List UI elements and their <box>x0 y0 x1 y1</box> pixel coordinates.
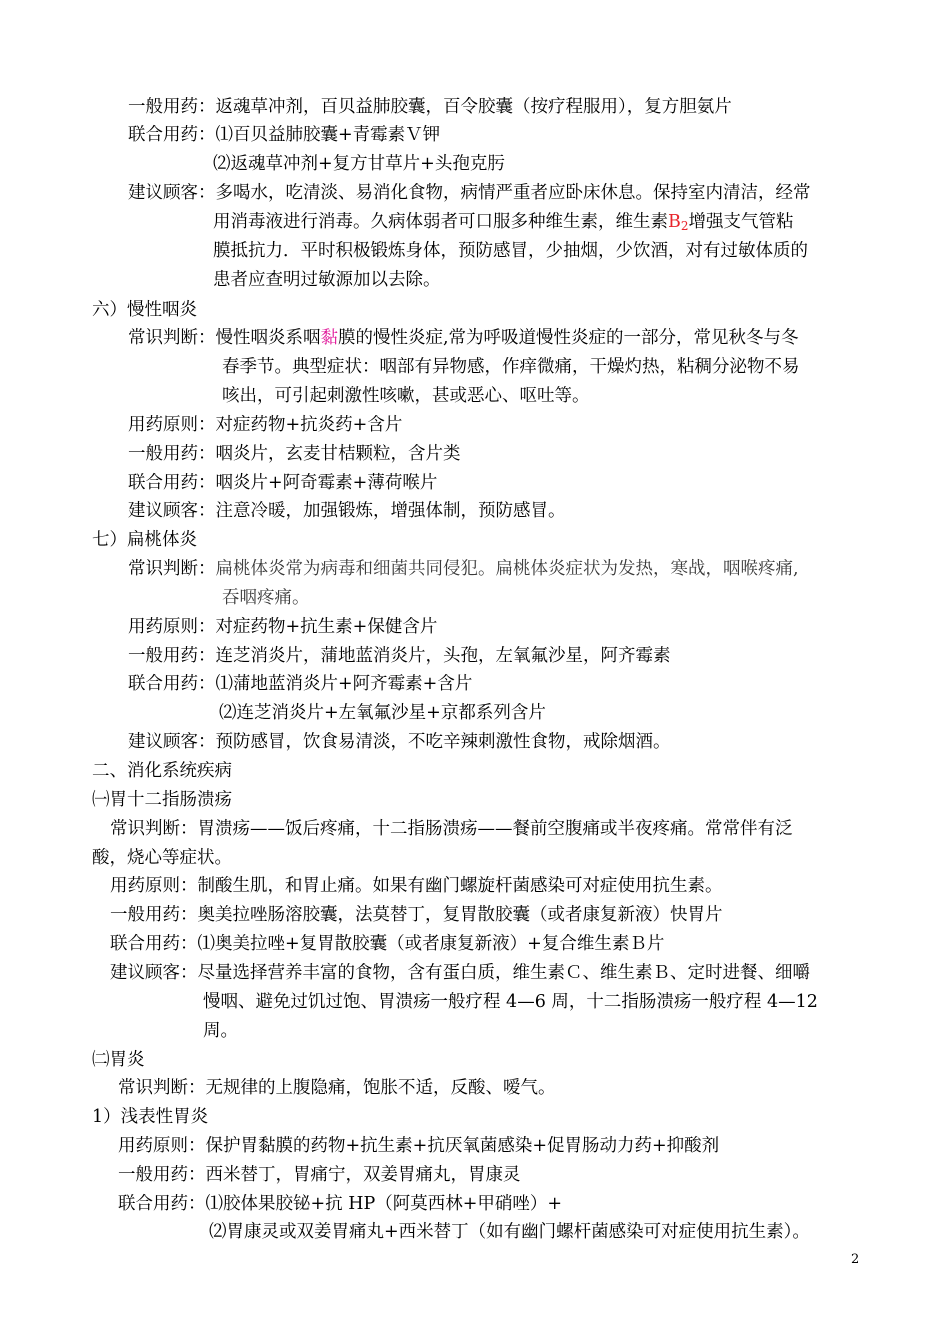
text-line: 建议顾客：多喝水，吃清淡、易消化食物，病情严重者应卧床休息。保持室内清洁，经常 <box>128 183 811 203</box>
text-line: 联合用药：咽炎片+阿奇霉素+薄荷喉片 <box>128 473 438 493</box>
subsection-heading: ㈠胃十二指肠溃疡 <box>92 790 232 810</box>
text-line: 膜抵抗力．平时积极锻炼身体，预防感冒，少抽烟，少饮酒，对有过敏体质的 <box>213 241 808 261</box>
text-line: 一般用药：奥美拉唑肠溶胶囊，法莫替丁，复胃散胶囊（或者康复新液）快胃片 <box>110 905 723 925</box>
text-line: 联合用药：⑴百贝益肺胶囊+青霉素Ｖ钾 <box>128 125 441 145</box>
text-line: 用药原则：对症药物+抗炎药+含片 <box>128 415 403 435</box>
text-segment: 用消毒液进行消毒。久病体弱者可口服多种维生素，维生素 <box>213 212 668 232</box>
text-line: 一般用药：返魂草冲剂，百贝益肺胶囊，百令胶囊（按疗程服用），复方胆氨片 <box>128 97 732 117</box>
text-line: 一般用药：连芝消炎片，蒲地蓝消炎片，头孢，左氧氟沙星，阿齐霉素 <box>128 646 671 666</box>
text-line: 周。 <box>203 1021 238 1041</box>
text-line: 联合用药：⑴胶体果胶铋+抗 HP（阿莫西林+甲硝唑）+ <box>118 1194 563 1214</box>
text-line: 常识判断：胃溃疡——饭后疼痛，十二指肠溃疡——餐前空腹痛或半夜疼痛。常常伴有泛 <box>110 819 793 839</box>
text-line: 联合用药：⑴蒲地蓝消炎片+阿齐霉素+含片 <box>128 674 473 694</box>
text-line: 用药原则：保护胃黏膜的药物+抗生素+抗厌氧菌感染+促胃肠动力药+抑酸剂 <box>118 1136 720 1156</box>
text-line: 常识判断：扁桃体炎常为病毒和细菌共同侵犯。扁桃体炎症状为发热，寒战，咽喉疼痛, <box>128 559 799 579</box>
text-line: 酸，烧心等症状。 <box>92 848 232 868</box>
text-line: 建议顾客：尽量选择营养丰富的食物，含有蛋白质，维生素Ｃ、维生素Ｂ、定时进餐、细嚼 <box>110 963 810 983</box>
text-line: 联合用药：⑴奥美拉唑+复胃散胶囊（或者康复新液）+复合维生素Ｂ片 <box>110 934 665 954</box>
text-line: ⑵连芝消炎片+左氧氟沙星+京都系列含片 <box>219 703 546 723</box>
text-line: 一般用药：西米替丁，胃痛宁，双姜胃痛丸，胃康灵 <box>118 1165 521 1185</box>
text-line: 常识判断：慢性咽炎系咽黏膜的慢性炎症,常为呼吸道慢性炎症的一部分，常见秋冬与冬 <box>128 328 799 348</box>
text-line: 常识判断：无规律的上腹隐痛，饱胀不适，反酸、嗳气。 <box>118 1078 556 1098</box>
text-line: 患者应查明过敏源加以去除。 <box>213 270 441 290</box>
text-line: 用药原则：制酸生肌，和胃止痛。如果有幽门螺旋杆菌感染可对症使用抗生素。 <box>110 876 723 896</box>
highlighted-char: 黏 <box>320 328 338 348</box>
text-line: 慢咽、避免过饥过饱、胃溃疡一般疗程 4—6 周，十二指肠溃疡一般疗程 4—12 <box>203 992 818 1012</box>
section-heading: 二、消化系统疾病 <box>92 761 232 781</box>
page-number: 2 <box>851 1252 860 1267</box>
text-line: 建议顾客：预防感冒，饮食易清淡，不吃辛辣刺激性食物，戒除烟酒。 <box>128 732 671 752</box>
text-segment: 增强支气管粘 <box>688 212 794 232</box>
text-line: ⑵返魂草冲剂+复方甘草片+头孢克肟 <box>213 154 505 174</box>
section-heading: 六）慢性咽炎 <box>92 300 197 320</box>
text-line: 吞咽疼痛。 <box>222 588 310 608</box>
text-line: 一般用药：咽炎片，玄麦甘桔颗粒，含片类 <box>128 444 461 464</box>
text-line: 咳出，可引起刺激性咳嗽，甚或恶心、呕吐等。 <box>222 386 590 406</box>
subsection-heading: 1）浅表性胃炎 <box>92 1107 209 1127</box>
text-line: 建议顾客：注意冷暖，加强锻炼，增强体制，预防感冒。 <box>128 501 566 521</box>
text-line: 用药原则：对症药物+抗生素+保健含片 <box>128 617 438 637</box>
text-line <box>213 209 794 239</box>
text-line: 春季节。典型症状：咽部有异物感，作痒微痛，干燥灼热，粘稠分泌物不易 <box>222 357 800 377</box>
text-line: ⑵胃康灵或双姜胃痛丸+西米替丁（如有幽门螺杆菌感染可对症使用抗生素）。 <box>209 1222 810 1242</box>
subsection-heading: ㈡胃炎 <box>92 1050 145 1070</box>
section-heading: 七）扁桃体炎 <box>92 530 197 550</box>
vitamin-b-highlight: $B_2$ <box>668 212 689 233</box>
